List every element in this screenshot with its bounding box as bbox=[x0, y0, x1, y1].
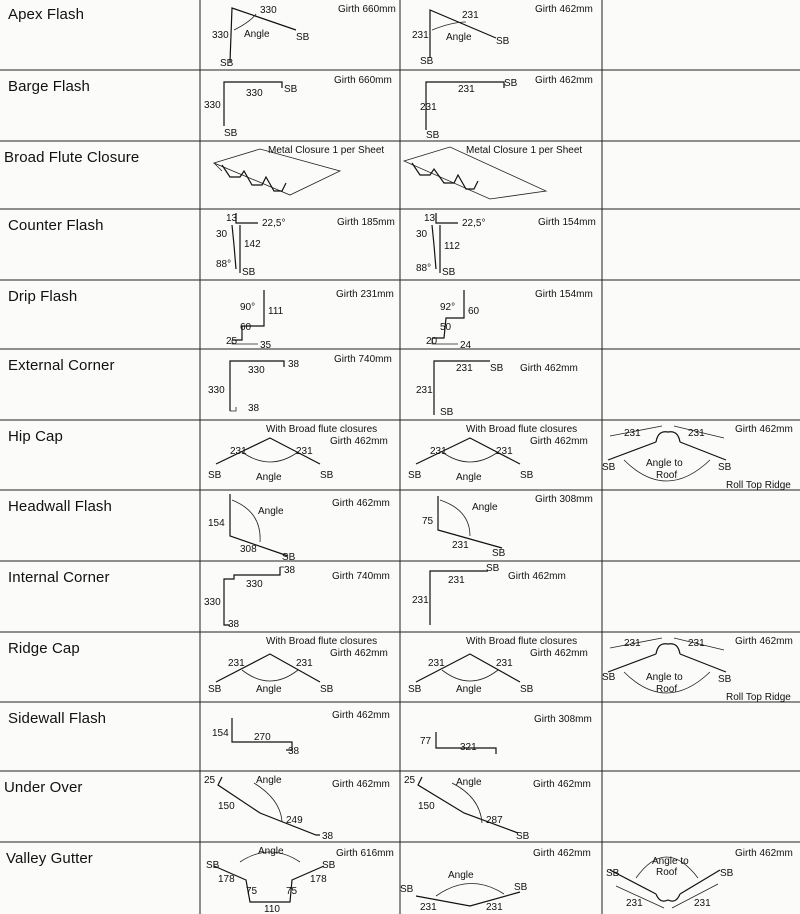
dimension-label: 249 bbox=[286, 815, 303, 826]
dimension-label: 25 bbox=[226, 336, 238, 347]
dimension-label: 231 bbox=[448, 575, 465, 586]
dimension-label: 231 bbox=[296, 658, 313, 669]
closure-note: With Broad flute closures bbox=[466, 424, 578, 435]
drawing-cell bbox=[400, 490, 602, 561]
drawing-cell bbox=[400, 0, 602, 70]
dimension-label: 231 bbox=[624, 638, 641, 649]
drawing-cell bbox=[200, 0, 400, 70]
dimension-label: Angle bbox=[456, 472, 482, 483]
dimension-label: SB bbox=[408, 470, 422, 481]
dimension-label: SB bbox=[408, 684, 422, 695]
table-row bbox=[0, 0, 800, 70]
dimension-label: 154 bbox=[208, 518, 225, 529]
dimension-label: SB bbox=[224, 128, 238, 139]
table-row bbox=[0, 842, 800, 914]
dimension-label: SB bbox=[426, 130, 440, 141]
drawing-cell bbox=[200, 70, 400, 141]
dimension-label: 231 bbox=[496, 658, 513, 669]
drawing-cell bbox=[602, 632, 800, 702]
girth-label: Girth 462mm bbox=[535, 75, 593, 86]
drawing-cell bbox=[200, 280, 400, 349]
dimension-label: SB bbox=[520, 470, 534, 481]
girth-label: Girth 660mm bbox=[334, 75, 392, 86]
dimension-label: 330 bbox=[246, 579, 263, 590]
girth-label: Girth 462mm bbox=[330, 648, 388, 659]
dimension-label: SB bbox=[420, 56, 434, 67]
dimension-label: 231 bbox=[624, 428, 641, 439]
dimension-label: Angle bbox=[256, 472, 282, 483]
drawing-cell bbox=[400, 349, 602, 420]
dimension-label: Roof bbox=[656, 470, 678, 481]
row-label: Hip Cap bbox=[8, 428, 63, 445]
dimension-label: SB bbox=[720, 868, 734, 879]
girth-label: Girth 462mm bbox=[530, 648, 588, 659]
dimension-label: 178 bbox=[218, 874, 235, 885]
row-label: Barge Flash bbox=[8, 78, 90, 95]
dimension-label: 88° bbox=[216, 259, 232, 270]
table-row bbox=[0, 420, 800, 490]
internal-corner-diagram bbox=[400, 561, 602, 632]
dimension-label: Roof bbox=[656, 684, 678, 695]
closure-note: With Broad flute closures bbox=[266, 424, 378, 435]
dimension-label: 24 bbox=[460, 340, 472, 349]
dimension-label: 13 bbox=[226, 213, 238, 224]
dimension-label: Angle bbox=[256, 775, 282, 786]
drawing-cell bbox=[400, 280, 602, 349]
row-label: Counter Flash bbox=[8, 217, 104, 234]
drawing-cell bbox=[602, 842, 800, 914]
dimension-label: SB bbox=[282, 552, 296, 561]
dimension-label: 25 bbox=[404, 775, 416, 786]
dimension-label: SB bbox=[206, 860, 220, 871]
dimension-label: SB bbox=[606, 868, 620, 879]
dimension-label: SB bbox=[440, 407, 454, 418]
dimension-label: 75 bbox=[246, 886, 258, 897]
girth-label: Girth 462mm bbox=[533, 848, 591, 859]
table-row bbox=[0, 349, 800, 420]
dimension-label: 287 bbox=[486, 815, 503, 826]
girth-label: Girth 462mm bbox=[533, 779, 591, 790]
drawing-cell bbox=[200, 349, 400, 420]
row-label: Ridge Cap bbox=[8, 640, 80, 657]
dimension-label: 30 bbox=[216, 229, 228, 240]
table-row bbox=[0, 70, 800, 141]
girth-label: Girth 231mm bbox=[336, 289, 394, 300]
table-row bbox=[0, 771, 800, 842]
dimension-label: Roll Top Ridge bbox=[726, 692, 791, 702]
dimension-label: Angle bbox=[258, 506, 284, 517]
dimension-label: SB bbox=[442, 267, 456, 278]
girth-label: Girth 462mm bbox=[330, 436, 388, 447]
dimension-label: SB bbox=[486, 563, 500, 574]
dimension-label: 330 bbox=[204, 100, 221, 111]
dimension-label: Angle to bbox=[646, 672, 683, 683]
dimension-label: 231 bbox=[452, 540, 469, 551]
drawing-cell bbox=[400, 561, 602, 632]
row-label: Drip Flash bbox=[8, 288, 78, 305]
closure-note: With Broad flute closures bbox=[466, 636, 578, 647]
dimension-label: SB bbox=[220, 58, 234, 69]
dimension-label: SB bbox=[516, 831, 530, 842]
dimension-label: 231 bbox=[486, 902, 503, 913]
dimension-label: 231 bbox=[416, 385, 433, 396]
dimension-label: SB bbox=[718, 674, 732, 685]
dimension-label: 38 bbox=[288, 359, 300, 370]
girth-label: Girth 308mm bbox=[535, 494, 593, 505]
drawing-cell bbox=[400, 70, 602, 141]
girth-label: Girth 462mm bbox=[520, 363, 578, 374]
dimension-label: 231 bbox=[688, 638, 705, 649]
closure-label: Metal Closure 1 per Sheet bbox=[466, 145, 583, 156]
dimension-label: SB bbox=[514, 882, 528, 893]
dimension-label: 142 bbox=[244, 239, 261, 250]
external-corner-diagram bbox=[400, 349, 602, 420]
dimension-label: 30 bbox=[416, 229, 428, 240]
dimension-label: 231 bbox=[420, 902, 437, 913]
dimension-label: 90° bbox=[240, 302, 256, 313]
dimension-label: 178 bbox=[310, 874, 327, 885]
dimension-label: 330 bbox=[212, 30, 229, 41]
dimension-label: Angle bbox=[244, 29, 270, 40]
dimension-label: 330 bbox=[260, 5, 277, 16]
drawing-cell bbox=[400, 702, 602, 771]
dimension-label: 22,5° bbox=[262, 218, 286, 229]
dimension-label: SB bbox=[602, 672, 616, 683]
dimension-label: 231 bbox=[412, 30, 429, 41]
drawing-cell bbox=[200, 561, 400, 632]
dimension-label: 270 bbox=[254, 732, 271, 743]
drawing-cell bbox=[200, 490, 400, 561]
dimension-label: 231 bbox=[688, 428, 705, 439]
girth-label: Girth 740mm bbox=[332, 571, 390, 582]
dimension-label: Angle bbox=[472, 502, 498, 513]
girth-label: Girth 462mm bbox=[735, 636, 793, 647]
dimension-label: 150 bbox=[418, 801, 435, 812]
row-label: Sidewall Flash bbox=[8, 710, 107, 727]
row-label: Apex Flash bbox=[8, 6, 85, 23]
table-row bbox=[0, 141, 800, 209]
dimension-label: 75 bbox=[422, 516, 434, 527]
dimension-label: SB bbox=[504, 78, 518, 89]
table-row bbox=[0, 702, 800, 771]
dimension-label: SB bbox=[496, 36, 510, 47]
dimension-label: 231 bbox=[626, 898, 643, 909]
girth-label: Girth 462mm bbox=[332, 779, 390, 790]
dimension-label: SB bbox=[718, 462, 732, 473]
dimension-label: 20 bbox=[426, 336, 438, 347]
row-label: Broad Flute Closure bbox=[4, 149, 140, 166]
table-row bbox=[0, 632, 800, 702]
dimension-label: 321 bbox=[460, 742, 477, 753]
dimension-label: SB bbox=[322, 860, 336, 871]
girth-label: Girth 740mm bbox=[334, 354, 392, 365]
dimension-label: SB bbox=[320, 470, 334, 481]
dimension-label: Angle bbox=[258, 846, 284, 857]
dimension-label: 25 bbox=[204, 775, 216, 786]
drawing-cell bbox=[200, 209, 400, 280]
dimension-label: 231 bbox=[462, 10, 479, 21]
dimension-label: Angle bbox=[256, 684, 282, 695]
dimension-label: SB bbox=[296, 32, 310, 43]
dimension-label: 92° bbox=[440, 302, 456, 313]
table-row bbox=[0, 280, 800, 349]
dimension-label: 231 bbox=[428, 658, 445, 669]
dimension-label: 231 bbox=[412, 595, 429, 606]
dimension-label: 231 bbox=[430, 446, 447, 457]
dimension-label: 35 bbox=[260, 340, 272, 349]
dimension-label: 231 bbox=[458, 84, 475, 95]
dimension-label: 60 bbox=[240, 322, 252, 333]
drawing-cell bbox=[200, 702, 400, 771]
dimension-label: Angle bbox=[456, 684, 482, 695]
drawing-cell bbox=[400, 209, 602, 280]
dimension-label: Roll Top Ridge bbox=[726, 480, 791, 490]
dimension-label: 60 bbox=[468, 306, 480, 317]
girth-label: Girth 462mm bbox=[332, 498, 390, 509]
dimension-label: 154 bbox=[212, 728, 229, 739]
row-label: Internal Corner bbox=[8, 569, 110, 586]
dimension-label: SB bbox=[242, 267, 256, 278]
dimension-label: 231 bbox=[694, 898, 711, 909]
dimension-label: Angle bbox=[456, 777, 482, 788]
girth-label: Girth 185mm bbox=[337, 217, 395, 228]
dimension-label: 38 bbox=[284, 565, 296, 576]
closure-label: Metal Closure 1 per Sheet bbox=[268, 145, 385, 156]
dimension-label: 77 bbox=[420, 736, 432, 747]
table-row bbox=[0, 490, 800, 561]
girth-label: Girth 154mm bbox=[535, 289, 593, 300]
dimension-label: SB bbox=[520, 684, 534, 695]
dimension-label: 22,5° bbox=[462, 218, 486, 229]
dimension-label: 38 bbox=[228, 619, 240, 630]
row-label: Valley Gutter bbox=[6, 850, 93, 867]
dimension-label: 330 bbox=[246, 88, 263, 99]
drawing-cell bbox=[400, 141, 602, 209]
dimension-label: 231 bbox=[228, 658, 245, 669]
dimension-label: 38 bbox=[248, 403, 260, 414]
drawing-cell bbox=[602, 420, 800, 490]
dimension-label: SB bbox=[492, 548, 506, 559]
dimension-label: Angle to bbox=[646, 458, 683, 469]
dimension-label: SB bbox=[400, 884, 414, 895]
dimension-label: 13 bbox=[424, 213, 436, 224]
dimension-label: 231 bbox=[230, 446, 247, 457]
dimension-label: Angle bbox=[446, 32, 472, 43]
dimension-label: SB bbox=[320, 684, 334, 695]
drawing-cell bbox=[400, 632, 602, 702]
dimension-label: SB bbox=[208, 684, 222, 695]
drawing-cell bbox=[400, 420, 602, 490]
dimension-label: 231 bbox=[296, 446, 313, 457]
dimension-label: 330 bbox=[204, 597, 221, 608]
sidewall-flash-diagram bbox=[400, 702, 602, 771]
drawing-cell bbox=[200, 420, 400, 490]
drawing-cell bbox=[400, 842, 602, 914]
dimension-label: 75 bbox=[286, 886, 298, 897]
drawing-cell bbox=[400, 771, 602, 842]
girth-label: Girth 616mm bbox=[336, 848, 394, 859]
row-label: External Corner bbox=[8, 357, 115, 374]
dimension-label: 150 bbox=[218, 801, 235, 812]
dimension-label: 111 bbox=[268, 306, 284, 317]
drawing-cell bbox=[200, 141, 400, 209]
table-row bbox=[0, 561, 800, 632]
dimension-label: 231 bbox=[420, 102, 437, 113]
dimension-label: 112 bbox=[444, 241, 460, 252]
girth-label: Girth 660mm bbox=[338, 4, 396, 15]
row-label: Headwall Flash bbox=[8, 498, 112, 515]
dimension-label: 231 bbox=[456, 363, 473, 374]
girth-label: Girth 154mm bbox=[538, 217, 596, 228]
dimension-label: SB bbox=[602, 462, 616, 473]
girth-label: Girth 462mm bbox=[735, 848, 793, 859]
dimension-label: 110 bbox=[264, 904, 280, 914]
dimension-label: Angle bbox=[448, 870, 474, 881]
drawing-cell bbox=[200, 632, 400, 702]
table-row bbox=[0, 209, 800, 280]
dimension-label: SB bbox=[284, 84, 298, 95]
row-label: Under Over bbox=[4, 779, 83, 796]
girth-label: Girth 462mm bbox=[530, 436, 588, 447]
dimension-label: SB bbox=[490, 363, 504, 374]
drawing-cell bbox=[200, 842, 400, 914]
dimension-label: 88° bbox=[416, 263, 432, 274]
drawing-cell bbox=[200, 771, 400, 842]
dimension-label: 330 bbox=[208, 385, 225, 396]
dimension-label: 330 bbox=[248, 365, 265, 376]
dimension-label: Roof bbox=[656, 867, 678, 878]
closure-note: With Broad flute closures bbox=[266, 636, 378, 647]
dimension-label: 38 bbox=[288, 746, 300, 757]
dimension-label: 308 bbox=[240, 544, 257, 555]
dimension-label: Angle to bbox=[652, 856, 689, 867]
girth-label: Girth 462mm bbox=[332, 710, 390, 721]
dimension-label: 50 bbox=[440, 322, 452, 333]
girth-label: Girth 462mm bbox=[535, 4, 593, 15]
dimension-label: 231 bbox=[496, 446, 513, 457]
girth-label: Girth 462mm bbox=[735, 424, 793, 435]
dimension-label: 38 bbox=[322, 831, 334, 842]
girth-label: Girth 308mm bbox=[534, 714, 592, 725]
girth-label: Girth 462mm bbox=[508, 571, 566, 582]
dimension-label: SB bbox=[208, 470, 222, 481]
